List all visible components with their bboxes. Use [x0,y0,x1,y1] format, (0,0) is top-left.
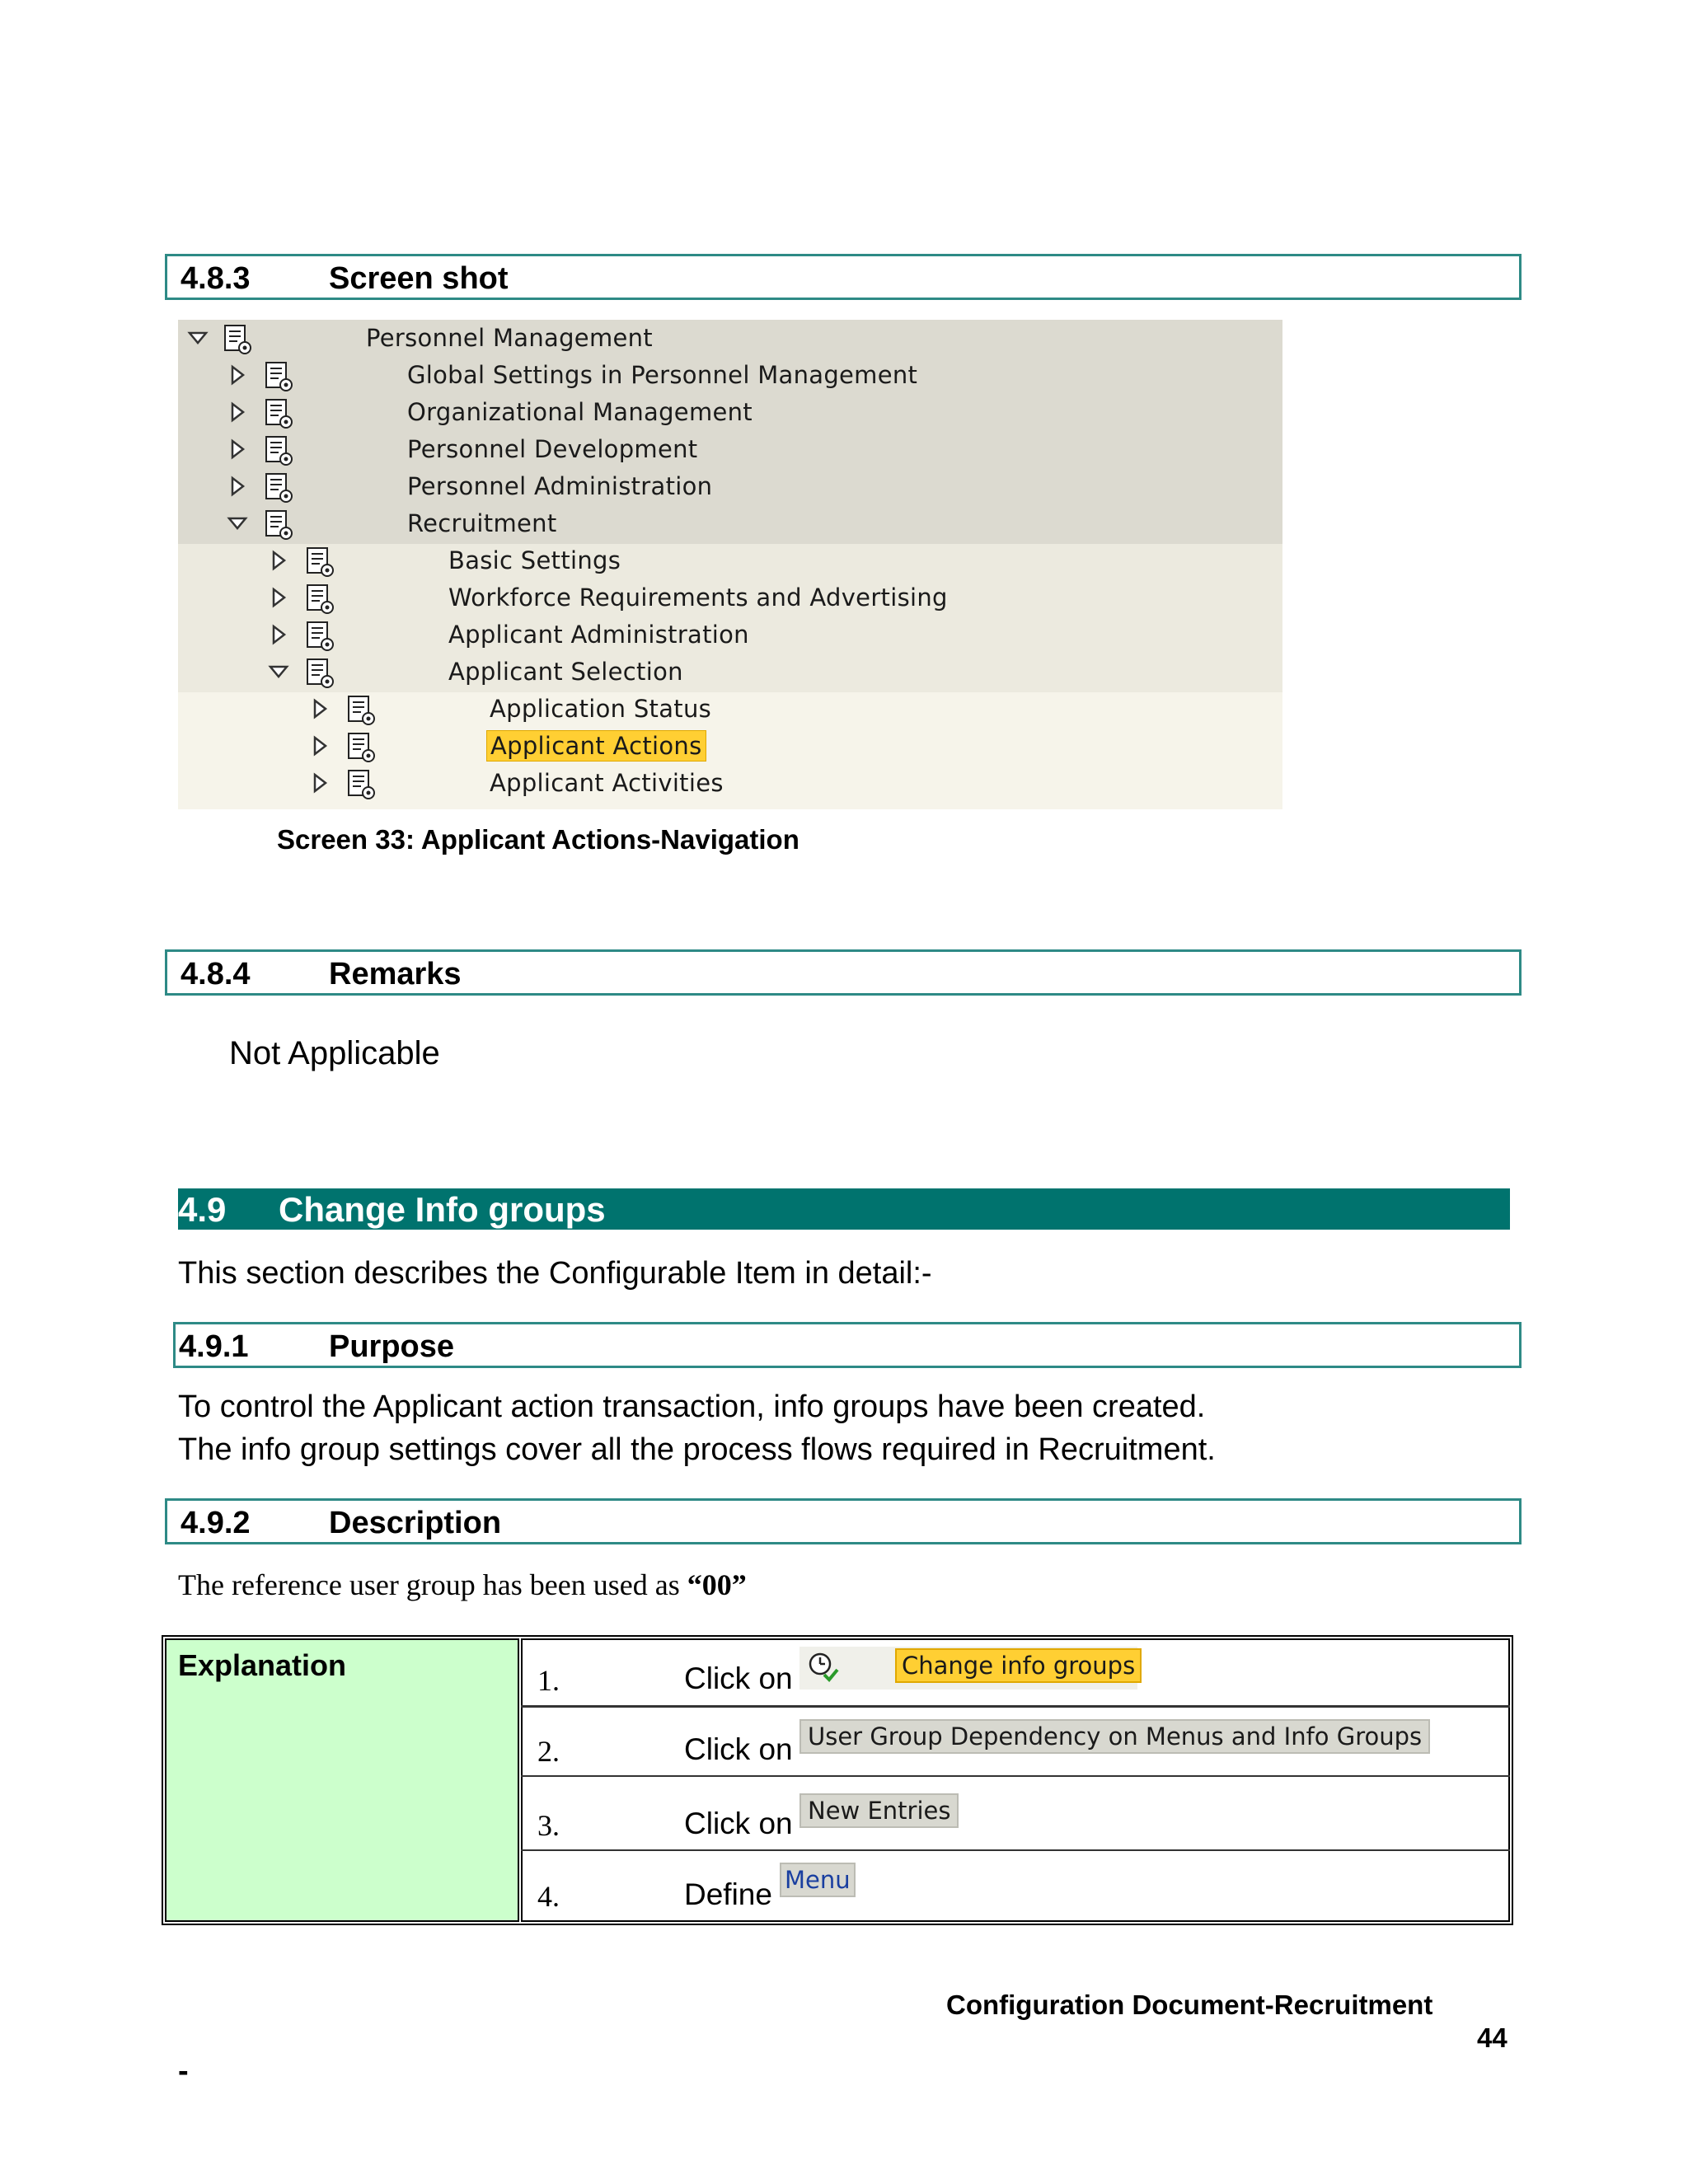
document-icon [221,323,254,356]
tree-node-label: Recruitment [407,509,557,537]
expanded-arrow-icon[interactable] [186,326,209,349]
tree-node-applicant-activities[interactable] [178,765,1282,802]
expanded-arrow-icon[interactable] [267,660,290,683]
section-title: Purpose [329,1329,455,1364]
section-heading-4-9 [178,1188,1510,1230]
tree-node-application-status[interactable] [178,691,1282,728]
document-icon [262,397,295,430]
sap-menu-tree [178,320,1282,809]
tree-node-label-highlighted[interactable]: Applicant Actions [486,730,706,762]
section-heading-4-8-3 [165,254,1522,300]
tree-node-label: Personnel Management [366,324,653,352]
explanation-header: Explanation [178,1648,347,1682]
tree-node-label: Personnel Administration [407,472,713,500]
tree-node-recruitment[interactable] [178,505,1282,542]
section-title: Screen shot [329,261,509,296]
expanded-arrow-icon[interactable] [226,512,249,535]
table-row [521,1851,1510,1922]
collapsed-arrow-icon[interactable] [308,697,331,720]
tree-node-label: Applicant Selection [448,658,683,686]
tree-node-personnel-development[interactable] [178,431,1282,468]
document-icon [303,657,336,690]
purpose-line-1: To control the Applicant action transaction, info groups have been created. [178,1390,1206,1424]
step-number: 4. [537,1880,560,1913]
tree-node-label: Application Status [490,695,712,723]
menu-button[interactable]: Menu [780,1863,856,1897]
footer-dash: - [178,2054,189,2088]
tree-node-label: Global Settings in Personnel Management [407,361,918,389]
description-prefix: The reference user group has been used as [178,1568,687,1601]
document-icon [345,731,377,764]
tree-node-label: Organizational Management [407,398,753,426]
step-verb: Click on [684,1661,793,1695]
step-number: 1. [537,1664,560,1697]
section-heading-4-9-1 [173,1322,1522,1368]
clock-execute-icon [806,1650,841,1685]
table-row [521,1638,1510,1708]
table-row [521,1708,1510,1777]
step-number: 3. [537,1809,560,1842]
section-title: Description [329,1506,502,1540]
tree-node-personnel-management[interactable] [178,320,1282,357]
tree-node-personnel-administration[interactable] [178,468,1282,505]
footer-document-title: Configuration Document-Recruitment [946,1990,1433,2020]
tree-node-applicant-administration[interactable] [178,616,1282,654]
collapsed-arrow-icon[interactable] [308,734,331,757]
document-icon [303,620,336,653]
tree-node-label: Applicant Activities [490,769,724,797]
collapsed-arrow-icon[interactable] [267,549,290,572]
step-verb: Define [684,1877,772,1911]
tree-node-applicant-selection[interactable] [178,654,1282,691]
change-info-groups-button[interactable] [799,1647,1137,1690]
tree-node-label: Workforce Requirements and Advertising [448,583,948,612]
step-number: 2. [537,1735,560,1768]
document-icon [345,694,377,727]
description-text [178,1568,747,1602]
section-number: 4.9 [178,1190,227,1229]
user-group-dependency-button[interactable]: User Group Dependency on Menus and Info Groups [799,1719,1430,1754]
tree-node-applicant-actions[interactable] [178,728,1282,765]
table-row [521,1777,1510,1851]
section-intro: This section describes the Configurable Item in detail:- [178,1256,932,1291]
collapsed-arrow-icon[interactable] [308,771,331,794]
tree-node-organizational-management[interactable] [178,394,1282,431]
step-verb: Click on [684,1732,793,1766]
document-icon [262,471,295,504]
document-icon [345,768,377,801]
document-icon [303,583,336,616]
tree-node-basic-settings[interactable] [178,542,1282,579]
collapsed-arrow-icon[interactable] [267,586,290,609]
tree-node-label: Personnel Development [407,435,698,463]
purpose-line-2: The info group settings cover all the process flows required in Recruitment. [178,1432,1216,1467]
tree-node-workforce-requirements[interactable] [178,579,1282,616]
step-verb: Click on [684,1807,793,1840]
reference-user-group-value: “00” [687,1568,747,1601]
collapsed-arrow-icon[interactable] [226,475,249,498]
tree-node-label: Basic Settings [448,546,621,574]
page-number: 44 [1477,2022,1507,2053]
section-heading-4-9-2 [165,1498,1522,1544]
document-icon [262,509,295,541]
remarks-text: Not Applicable [229,1035,440,1071]
new-entries-button[interactable]: New Entries [799,1793,959,1828]
document-icon [303,546,336,579]
section-title: Remarks [329,957,462,991]
section-number: 4.8.3 [181,261,251,296]
collapsed-arrow-icon[interactable] [226,401,249,424]
figure-caption: Screen 33: Applicant Actions-Navigation [277,824,799,855]
tree-node-label: Applicant Administration [448,621,749,649]
section-heading-4-8-4 [165,949,1522,996]
section-number: 4.9.1 [179,1329,249,1364]
document-icon [262,434,295,467]
collapsed-arrow-icon[interactable] [226,363,249,387]
explanation-header-cell [165,1638,519,1922]
section-number: 4.8.4 [181,957,251,991]
section-title: Change Info groups [279,1190,606,1229]
collapsed-arrow-icon[interactable] [226,438,249,461]
collapsed-arrow-icon[interactable] [267,623,290,646]
change-info-groups-label[interactable]: Change info groups [895,1648,1142,1683]
document-icon [262,360,295,393]
tree-node-global-settings[interactable] [178,357,1282,394]
section-number: 4.9.2 [181,1506,251,1540]
